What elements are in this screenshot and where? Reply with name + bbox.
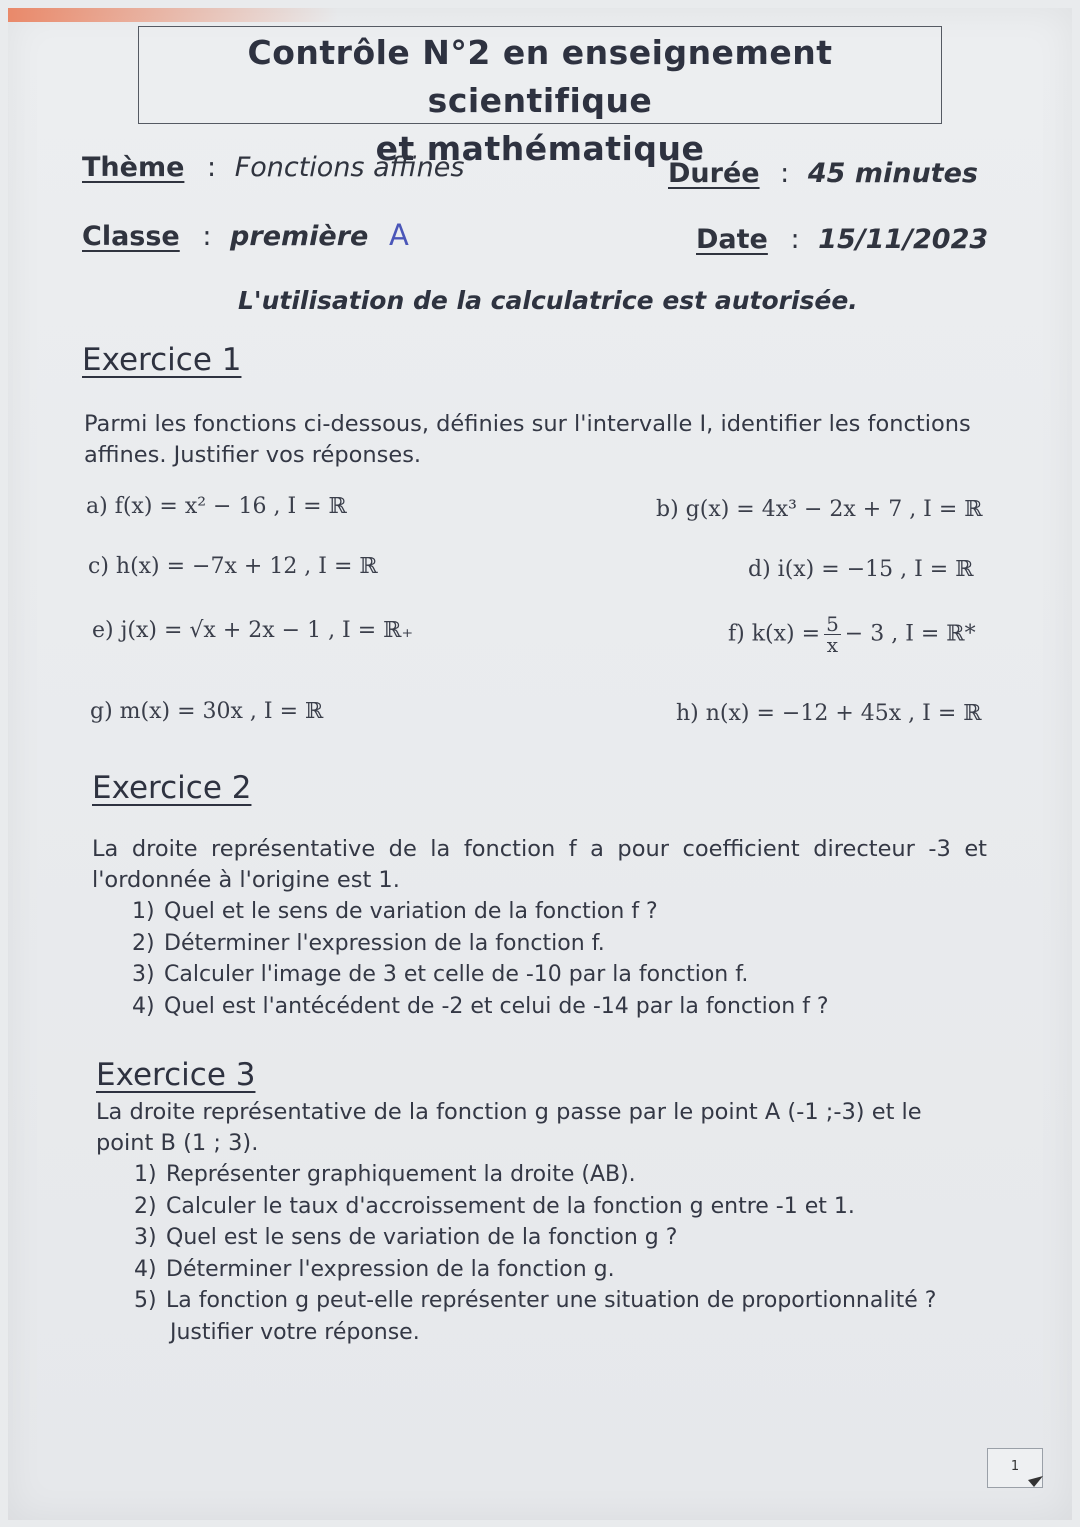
ex2-question-1: 1) Quel et le sens de variation de la fonction f ? xyxy=(132,899,658,924)
ex2-question-3: 3) Calculer l'image de 3 et celle de -10 par la fonction f. xyxy=(132,962,749,987)
title-line-2: et mathématique xyxy=(375,129,705,168)
ex1-item-c: c) h(x) = −7x + 12 , I = ℝ xyxy=(88,554,378,579)
exercise2-questions xyxy=(132,896,829,1022)
ex1-item-f-denominator: x xyxy=(826,633,839,657)
corner-color-mark xyxy=(8,8,338,22)
ex3-question-2: 2) Calculer le taux d'accroissement de la fonction g entre -1 et 1. xyxy=(134,1193,855,1219)
duree-value: 45 minutes xyxy=(807,158,978,189)
ex3-question-4: 4) Déterminer l'expression de la fonction g. xyxy=(134,1256,615,1282)
ex1-item-g: g) m(x) = 30x , I = ℝ xyxy=(90,699,324,724)
exercise3-questions xyxy=(134,1159,989,1348)
duree-row xyxy=(668,158,978,189)
ex1-item-h: h) n(x) = −12 + 45x , I = ℝ xyxy=(676,701,982,726)
ex3-question-3: 3) Quel est le sens de variation de la fonction g ? xyxy=(134,1225,678,1250)
ex1-item-a: a) f(x) = x² − 16 , I = ℝ xyxy=(86,494,347,519)
exercise3-title: Exercice 3 xyxy=(96,1057,256,1093)
theme-value: Fonctions affines xyxy=(234,152,465,183)
corner-flag-icon xyxy=(1028,1476,1044,1488)
ex1-item-f xyxy=(728,614,976,655)
theme-row xyxy=(82,152,464,183)
date-row xyxy=(696,224,988,255)
ex3-question-5-continued: Justifier votre réponse. xyxy=(170,1319,420,1345)
classe-value: première xyxy=(230,221,369,252)
classe-handwritten: A xyxy=(388,218,409,252)
ex1-item-f-suffix: − 3 , I = ℝ* xyxy=(844,621,976,647)
exercise2-title: Exercice 2 xyxy=(92,770,252,806)
exercise2-statement: La droite représentative de la fonction f a pour coefficient directeur -3 et l'ordonnée à l'origine est 1. xyxy=(92,836,987,893)
exercise3-statement: La droite représentative de la fonction g passe par le point A (-1 ;-3) et le point B (1 ; 3). xyxy=(96,1099,922,1156)
ex1-item-f-fraction xyxy=(824,614,841,655)
ex1-item-d: d) i(x) = −15 , I = ℝ xyxy=(748,557,974,582)
theme-label: Thème xyxy=(82,152,185,183)
page-number: 1 xyxy=(987,1448,1043,1488)
date-value: 15/11/2023 xyxy=(818,224,989,255)
ex3-question-5: 5) La fonction g peut-elle représenter une situation de proportionnalité ? xyxy=(134,1288,937,1313)
calculator-note: L'utilisation de la calculatrice est autorisée. xyxy=(238,286,858,315)
theme-sep: : xyxy=(207,152,217,183)
ex3-question-1: 1) Représenter graphiquement la droite (AB). xyxy=(134,1162,636,1187)
classe-sep: : xyxy=(202,221,212,252)
exercise1-statement: Parmi les fonctions ci-dessous, définies sur l'intervalle I, identifier les fonctions affines. Justifier vos réponses. xyxy=(84,411,971,468)
date-label: Date xyxy=(696,224,768,255)
title-line-1: Contrôle N°2 en enseignement scientifique xyxy=(247,33,833,120)
date-sep: : xyxy=(790,224,800,255)
ex1-item-f-prefix: f) k(x) = xyxy=(728,621,821,647)
ex1-item-b: b) g(x) = 4x³ − 2x + 7 , I = ℝ xyxy=(656,497,983,522)
duree-label: Durée xyxy=(668,158,760,189)
ex1-item-e: e) j(x) = √x + 2x − 1 , I = ℝ₊ xyxy=(92,618,414,643)
duree-sep: : xyxy=(780,158,790,189)
ex2-question-2: 2) Déterminer l'expression de la fonction f. xyxy=(132,930,605,956)
ex2-question-4: 4) Quel est l'antécédent de -2 et celui de -14 par la fonction f ? xyxy=(132,993,829,1019)
exercise1-title: Exercice 1 xyxy=(82,342,242,378)
classe-label: Classe xyxy=(82,221,180,252)
classe-row xyxy=(82,218,409,252)
ex1-item-f-numerator: 5 xyxy=(826,612,839,636)
